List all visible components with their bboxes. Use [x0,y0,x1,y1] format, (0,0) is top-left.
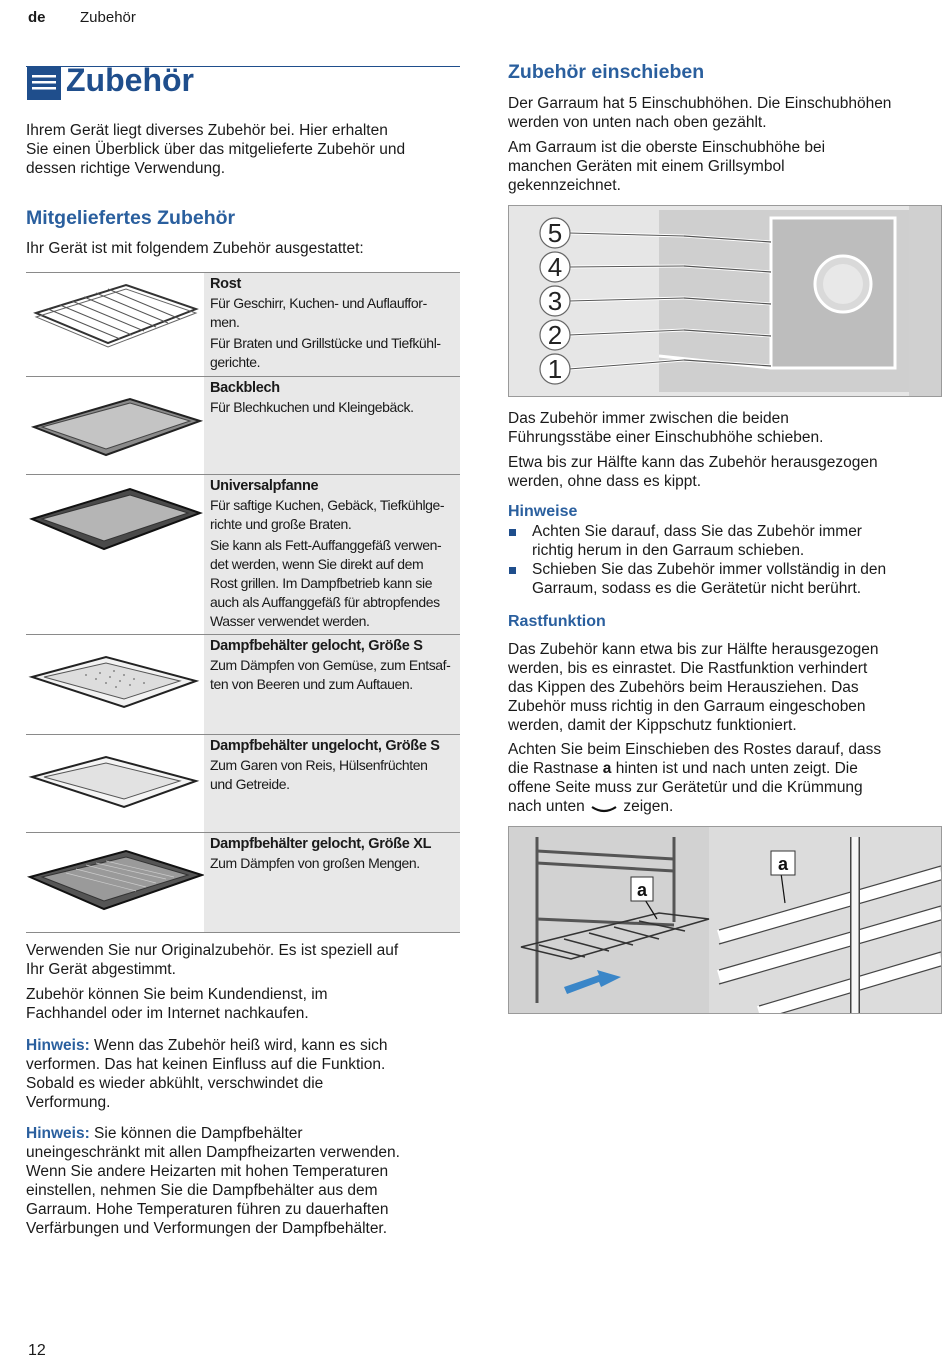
item-desc: Zum Garen von Reis, Hülsenfrüchten und Getreide. [210,757,428,792]
level-label: 2 [547,320,563,350]
table-bottom-rule [26,932,460,933]
item-desc: Für Blechkuchen und Kleingebäck. [210,399,414,415]
level-label: 4 [547,252,563,282]
table-row [26,634,460,735]
mitgeliefert-heading: Mitgeliefertes Zubehör [26,207,236,229]
table-row [26,272,460,377]
level-label: 1 [547,354,563,384]
steam-container-perforated-xl-image [26,833,204,933]
baking-tray-image [26,377,204,475]
latch-label: a [777,854,789,874]
einschieben-p1: Der Garraum hat 5 Einschubhöhen. Die Einschubhöhen werden von unten nach oben gezählt. [508,95,892,131]
section-icon [27,66,61,100]
purchase-text: Zubehör können Sie beim Kundendienst, im Fachhandel oder im Internet nachkaufen. [26,986,328,1022]
rack-latch-figure [508,826,942,1014]
table-row [26,832,460,933]
item-name: Universalpfanne [210,478,319,494]
einschieben-heading: Zubehör einschieben [508,61,705,83]
hinweise-bullet-2: Schieben Sie das Zubehör immer vollständig in den Garraum, sodass es die Gerätetür nicht berührt. [532,561,887,597]
header-section: Zubehör [80,9,136,26]
bullet-icon [509,529,516,536]
einschieben-p4: Etwa bis zur Hälfte kann das Zubehör herausgezogen werden, ohne dass es kippt. [508,454,878,490]
steam-container-perforated-s-image [26,635,204,735]
item-desc: Für saftige Kuchen, Gebäck, Tiefkühlge- richte und große Braten. Sie kann als Fett-Auffanggefäß verwen- det werden, wenn Sie direkt auf dem Rost grillen. Im Dampfbetrieb kann sie auch als Auffanggefäß für abtropfendes Wasser verwendet werden. [210,497,445,629]
hinweis-1: Hinweis: Wenn das Zubehör heiß wird, kann es sich verformen. Das hat keinen Einfluss auf die Funktion. Sobald es wieder abkühlt, verschwindet die Verformung. [26,1037,388,1111]
steam-container-solid-s-image [26,735,204,833]
hinweise-heading: Hinweise [508,503,578,520]
item-name: Dampfbehälter ungelocht, Größe S [210,738,440,754]
hinweise-bullet-1: Achten Sie darauf, dass Sie das Zubehör immer richtig herum in den Garraum schieben. [532,523,862,559]
table-row [26,474,460,635]
intro-text: Ihrem Gerät liegt diverses Zubehör bei. Hier erhalten Sie einen Überblick über das mitgelieferte Zubehör und dessen richtige Verwendung. [26,122,406,177]
item-desc: Zum Dämpfen von Gemüse, zum Entsaf- ten von Beeren und zum Auftauen. [210,657,451,692]
einschieben-p3: Das Zubehör immer zwischen die beiden Führungsstäbe einer Einschubhöhe schieben. [508,410,824,446]
item-name: Dampfbehälter gelocht, Größe S [210,638,423,654]
page-title: Zubehör [66,62,194,98]
table-row [26,734,460,833]
rack-image [26,273,204,377]
level-label: 5 [547,218,563,248]
original-accessories-text: Verwenden Sie nur Originalzubehör. Es ist speziell auf Ihr Gerät abgestimmt. [26,942,399,978]
rastfunktion-p1: Das Zubehör kann etwa bis zur Hälfte herausgezogen werden, bis es einrastet. Die Rastfunktion verhindert das Kippen des Zubehörs beim Herausziehen. Das Zubehör muss richtig in den Garraum eingeschoben werden, damit der Kippschutz funktioniert. [508,641,879,734]
rastfunktion-p2: Achten Sie beim Einschieben des Rostes darauf, dass die Rastnase a hinten ist und nach unten zeigt. Die offene Seite muss zur Gerätetür und die Krümmung nach unten zeigen. [508,741,882,815]
table-row [26,376,460,475]
bullet-icon [509,567,516,574]
page-number: 12 [28,1342,46,1359]
language-code: de [28,9,46,26]
item-name: Rost [210,276,242,292]
einschieben-p2: Am Garraum ist die oberste Einschubhöhe bei manchen Geräten mit einem Grillsymbol gekennzeichnet. [508,139,826,194]
rastfunktion-heading: Rastfunktion [508,613,606,630]
hinweis-2: Hinweis: Sie können die Dampfbehälter uneingeschränkt mit allen Dampfheizarten verwenden. Wenn Sie andere Heizarten mit hohen Temperaturen einstellen, nehmen Sie die Dampfbehälter aus dem Garraum. Hohe Temperaturen führen zu dauerhaften Verfärbungen und Verformungen der Dampfbehälter. [26,1125,400,1237]
item-name: Dampfbehälter gelocht, Größe XL [210,836,432,852]
level-label: 3 [547,286,563,316]
item-name: Backblech [210,380,280,396]
mitgeliefert-lead: Ihr Gerät ist mit folgendem Zubehör ausgestattet: [26,240,364,257]
universal-pan-image [26,475,204,635]
latch-label: a [636,880,648,900]
item-desc: Für Geschirr, Kuchen- und Auflauffor- men. Für Braten und Grillstücke und Tiefkühl- gerichte. [210,295,441,370]
oven-levels-figure [508,205,942,397]
item-desc: Zum Dämpfen von großen Mengen. [210,855,420,871]
curve-icon [589,801,619,813]
